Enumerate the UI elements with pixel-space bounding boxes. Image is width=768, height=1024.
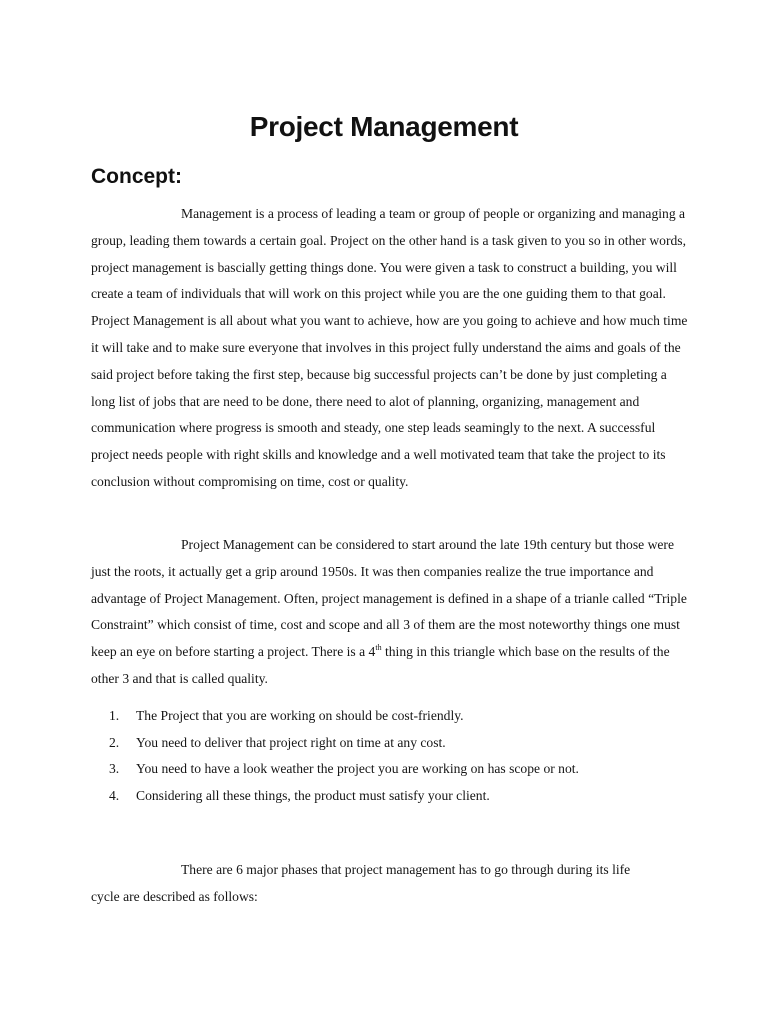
paragraph-history (91, 532, 689, 693)
list-item-number: 1. (109, 708, 120, 723)
numbered-list (109, 703, 579, 810)
list-item-text: Considering all these things, the product must satisfy your client. (136, 788, 490, 804)
list-item-text: You need to deliver that project right on time at any cost. (136, 734, 446, 750)
list-item-text: The Project that you are working on should be cost-friendly. (136, 708, 464, 723)
list-item (109, 730, 579, 757)
document-title: Project Management (249, 111, 519, 142)
list-item (109, 783, 579, 810)
paragraph-history-text: Project Management can be considered to start around the late 19th century but those were just the roots, it actually get a grip around 1950s. It was then companies realize the true importance and advantage of Project Management. Often, project management is defined in a shape of a trianle called “Triple Constraint” which consist of time, cost and scope and all 3 of them are the most noteworthy things one must keep an eye on before starting a project. There is a 4 (91, 537, 687, 660)
list-item-number: 2. (109, 734, 120, 750)
paragraph-phases-intro: There are 6 major phases that project management has to go through during its life cycle are described as follows: (91, 862, 631, 904)
section-heading: Concept: (91, 165, 182, 188)
list-item (109, 703, 579, 730)
paragraph-history-text-end: thing in this triangle which base on the results of the other 3 and that is called quality. (91, 644, 670, 686)
list-item-text: You need to have a look weather the project you are working on has scope or not. (136, 761, 579, 777)
list-item-number: 3. (109, 761, 120, 777)
list-item-number: 4. (109, 788, 120, 804)
ordinal-superscript: th (375, 643, 382, 653)
paragraph-concept-definition: Management is a process of leading a team or group of people or organizing and managing a group, leading them towards a certain goal. Project on the other hand is a task given to you so in other words, project management is bascially getting things done. You were given a task to construct a building, you will create a team of individuals that will work on this project while you are the one guiding them to that goal. Project Management is all about what you want to achieve, how are you going to achieve and how much time it will take and to make sure everyone that involves in this project fully understand the aims and goals of the said project before taking the first step, because big successful projects can’t be done by just completing a long list of jobs that are need to be done, there need to alot of planning, organizing, management and communication where progress is smooth and steady, one step leads seamingly to the next. A successful project needs people with right skills and knowledge and a well motivated team that take the project to its conclusion without compromising on time, cost or quality. (91, 206, 688, 489)
list-item (109, 756, 579, 783)
